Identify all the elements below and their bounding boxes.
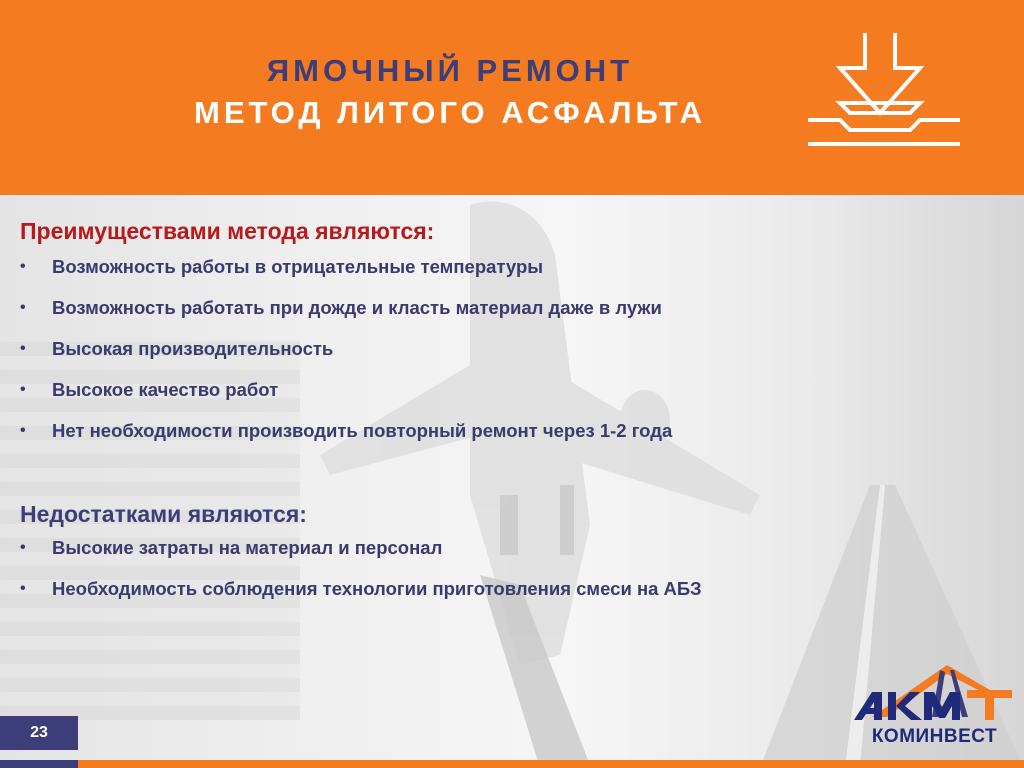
bullet-icon: •	[20, 340, 26, 357]
advantages-title: Преимуществами метода являются:	[20, 218, 435, 244]
logo-mark	[852, 662, 1017, 724]
list-item	[20, 255, 1000, 279]
advantage-text: Нет необходимости производить повторный ремонт через 1-2 года	[52, 420, 673, 441]
slide-title	[150, 50, 750, 134]
footer-bar-accent	[0, 760, 78, 768]
advantage-text: Высокое качество работ	[52, 379, 279, 400]
bullet-icon: •	[20, 539, 26, 556]
list-item	[20, 419, 1000, 443]
advantages-list	[20, 255, 1000, 443]
content-area	[20, 218, 1000, 601]
title-line-2: МЕТОД ЛИТОГО АСФАЛЬТА	[194, 95, 706, 130]
footer-bar	[0, 760, 1024, 768]
title-line-1: ЯМОЧНЫЙ РЕМОНТ	[266, 53, 634, 88]
advantage-text: Высокая производительность	[52, 338, 334, 359]
page-number: 23	[0, 716, 78, 750]
company-logo	[852, 662, 1017, 758]
list-item	[20, 296, 1000, 320]
list-item	[20, 536, 1000, 560]
logo-text: КОМИНВЕСТ	[871, 726, 998, 747]
bullet-icon: •	[20, 258, 26, 275]
bullet-icon: •	[20, 299, 26, 316]
bullet-icon: •	[20, 422, 26, 439]
list-item	[20, 378, 1000, 402]
pothole-repair-icon	[800, 28, 970, 153]
bullet-icon: •	[20, 381, 26, 398]
disadvantage-text: Высокие затраты на материал и персонал	[52, 537, 443, 558]
list-item	[20, 337, 1000, 361]
advantage-text: Возможность работать при дожде и класть материал даже в лужи	[52, 297, 662, 318]
header-banner	[0, 0, 1024, 195]
disadvantages-title: Недостатками являются:	[20, 501, 307, 527]
list-item	[20, 577, 1000, 601]
disadvantages-list	[20, 536, 1000, 601]
advantage-text: Возможность работы в отрицательные температуры	[52, 256, 544, 277]
disadvantage-text: Необходимость соблюдения технологии приготовления смеси на АБЗ	[52, 578, 702, 599]
bullet-icon: •	[20, 580, 26, 597]
